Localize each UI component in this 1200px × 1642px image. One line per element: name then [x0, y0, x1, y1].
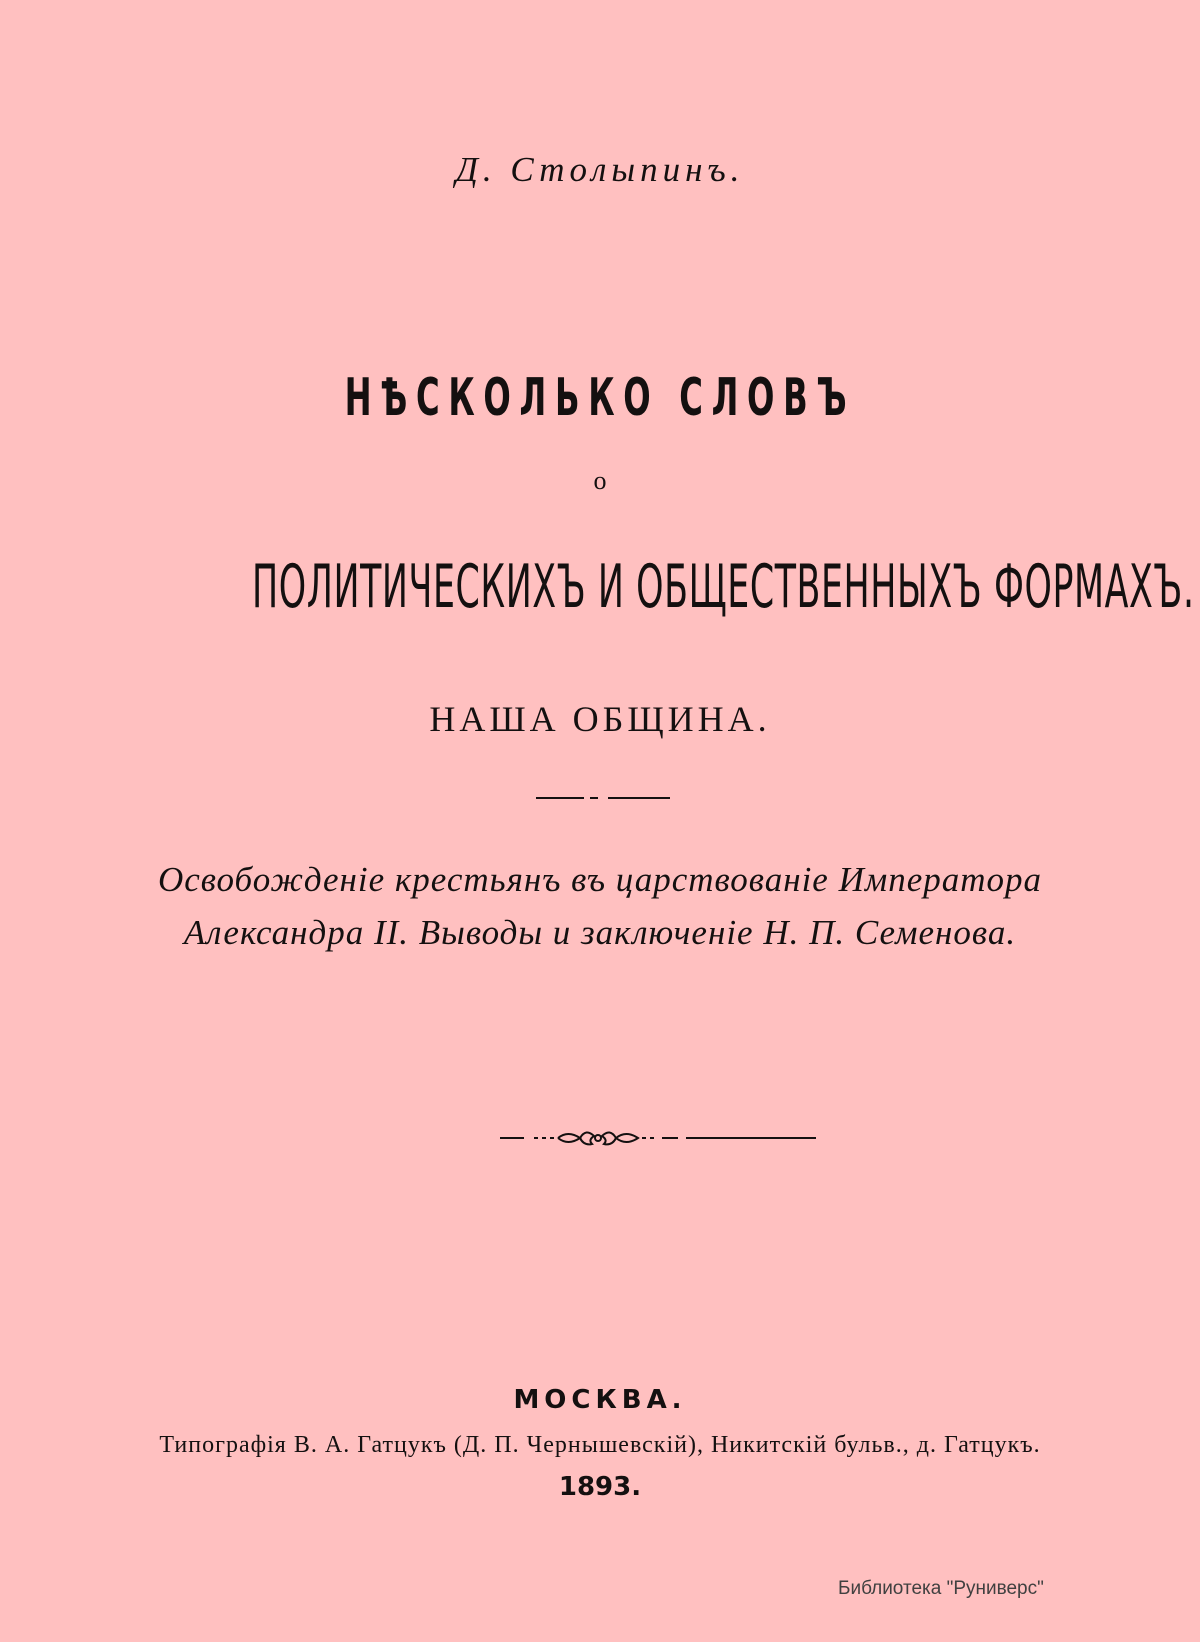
imprint-year: 1893. [558, 1472, 642, 1502]
subtitle-line-2: Александра II. Выводы и заключеніе Н. П. Семенова. [183, 913, 1017, 952]
author-name: Д. Столыпинъ. [455, 150, 745, 189]
ornament-divider [500, 1126, 816, 1150]
divider-rule [536, 797, 670, 799]
title-preposition: о [593, 466, 607, 495]
imprint-place: МОСКВА. [513, 1385, 687, 1415]
library-watermark: Библиотека "Руниверс" [838, 1578, 1044, 1599]
title-community: НАША ОБЩИНА. [429, 699, 771, 739]
imprint-printer: Типографія В. А. Гатцукъ (Д. П. Чернышевскій), Никитскій бульв., д. Гатцукъ. [159, 1432, 1041, 1458]
title-forms: ПОЛИТИЧЕСКИХЪ И ОБЩЕСТВЕННЫХЪ ФОРМАХЪ. [252, 552, 1195, 622]
title-main: НѢСКОЛЬКО СЛОВЪ [344, 368, 856, 428]
subtitle-line-1: Освобожденіе крестьянъ въ царствованіе Императора [157, 860, 1043, 899]
